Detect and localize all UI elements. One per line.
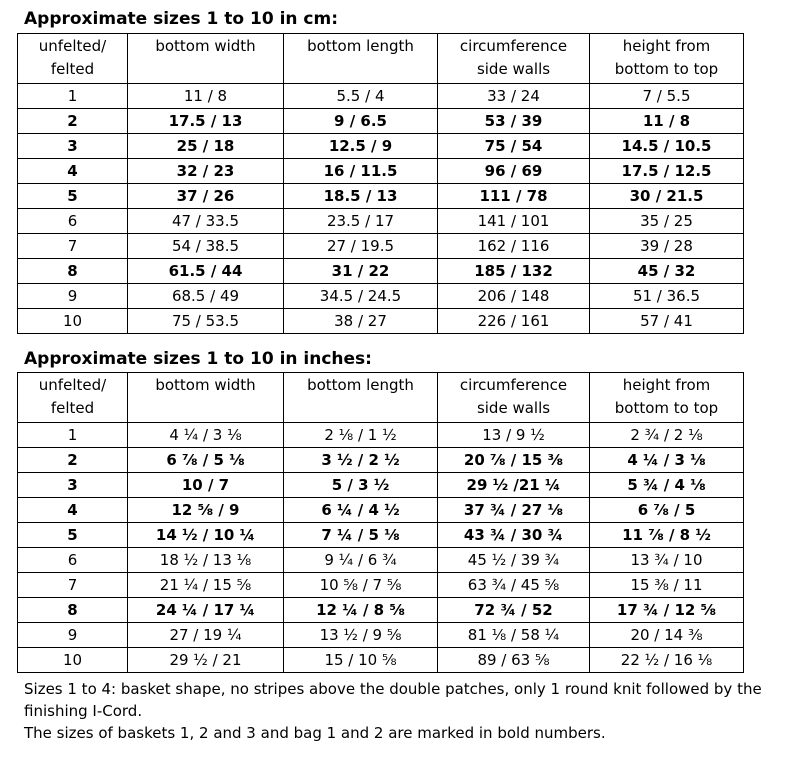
header-line: bottom to top (614, 60, 719, 78)
header-line: bottom width (155, 376, 256, 394)
table-row (18, 209, 744, 234)
column-header-bottom-width (128, 34, 284, 84)
cell-bottom-width: 11 / 8 (128, 84, 284, 109)
column-header-height (590, 373, 744, 423)
cell-circumference: 81 ⅛ / 58 ¼ (438, 623, 590, 648)
header-line: height from (622, 37, 711, 55)
header-line: unfelted/ (38, 376, 107, 394)
table-row (18, 623, 744, 648)
cell-height: 14.5 / 10.5 (590, 134, 744, 159)
cell-size: 7 (18, 573, 128, 598)
cell-height: 39 / 28 (590, 234, 744, 259)
cell-size: 4 (18, 159, 128, 184)
cell-bottom-width: 27 / 19 ¼ (128, 623, 284, 648)
size-table-cm (17, 33, 744, 334)
cell-size: 1 (18, 423, 128, 448)
cell-circumference: 75 / 54 (438, 134, 590, 159)
cell-circumference: 206 / 148 (438, 284, 590, 309)
cell-circumference: 72 ¾ / 52 (438, 598, 590, 623)
cell-bottom-width: 61.5 / 44 (128, 259, 284, 284)
cell-height: 22 ½ / 16 ⅛ (590, 648, 744, 673)
cell-bottom-width: 25 / 18 (128, 134, 284, 159)
cell-height: 5 ¾ / 4 ⅛ (590, 473, 744, 498)
table-row (18, 284, 744, 309)
header-line: bottom length (307, 376, 414, 394)
header-line: height from (622, 376, 711, 394)
header-line: bottom to top (614, 399, 719, 417)
cell-height: 11 ⅞ / 8 ½ (590, 523, 744, 548)
column-header-bottom-length (284, 34, 438, 84)
header-row (18, 34, 744, 84)
cell-bottom-length: 3 ½ / 2 ½ (284, 448, 438, 473)
cell-bottom-length: 6 ¼ / 4 ½ (284, 498, 438, 523)
cell-height: 7 / 5.5 (590, 84, 744, 109)
cell-circumference: 162 / 116 (438, 234, 590, 259)
cell-height: 30 / 21.5 (590, 184, 744, 209)
cell-circumference: 226 / 161 (438, 309, 590, 334)
cell-height: 17.5 / 12.5 (590, 159, 744, 184)
table-row (18, 598, 744, 623)
cell-bottom-width: 6 ⅞ / 5 ⅛ (128, 448, 284, 473)
cell-bottom-width: 47 / 33.5 (128, 209, 284, 234)
cell-circumference: 20 ⅞ / 15 ⅜ (438, 448, 590, 473)
table-row (18, 134, 744, 159)
table-row (18, 84, 744, 109)
cell-bottom-width: 10 / 7 (128, 473, 284, 498)
cell-size: 3 (18, 134, 128, 159)
header-line: bottom length (307, 37, 414, 55)
column-header-size (18, 34, 128, 84)
cell-bottom-length: 27 / 19.5 (284, 234, 438, 259)
cell-size: 8 (18, 259, 128, 284)
column-header-bottom-width (128, 373, 284, 423)
header-line: side walls (476, 60, 551, 78)
cell-bottom-width: 54 / 38.5 (128, 234, 284, 259)
cell-bottom-width: 12 ⅝ / 9 (128, 498, 284, 523)
column-header-circumference (438, 373, 590, 423)
cell-bottom-width: 17.5 / 13 (128, 109, 284, 134)
cell-size: 2 (18, 109, 128, 134)
cell-bottom-length: 5 / 3 ½ (284, 473, 438, 498)
column-header-size (18, 373, 128, 423)
cell-height: 20 / 14 ⅜ (590, 623, 744, 648)
cell-bottom-length: 23.5 / 17 (284, 209, 438, 234)
cell-size: 10 (18, 309, 128, 334)
header-line: circumference (459, 376, 568, 394)
header-row (18, 373, 744, 423)
table-row (18, 184, 744, 209)
cell-bottom-width: 18 ½ / 13 ⅛ (128, 548, 284, 573)
cell-bottom-length: 9 ¼ / 6 ¾ (284, 548, 438, 573)
cell-size: 8 (18, 598, 128, 623)
header-line: felted (50, 399, 95, 417)
cell-bottom-length: 34.5 / 24.5 (284, 284, 438, 309)
note-bold-sizes: The sizes of baskets 1, 2 and 3 and bag 1 and 2 are marked in bold numbers. (24, 724, 606, 742)
cell-bottom-width: 29 ½ / 21 (128, 648, 284, 673)
cell-circumference: 96 / 69 (438, 159, 590, 184)
header-line: circumference (459, 37, 568, 55)
table-row (18, 523, 744, 548)
cell-circumference: 13 / 9 ½ (438, 423, 590, 448)
cell-height: 15 ⅜ / 11 (590, 573, 744, 598)
cell-bottom-width: 32 / 23 (128, 159, 284, 184)
cell-bottom-width: 24 ¼ / 17 ¼ (128, 598, 284, 623)
table-row (18, 109, 744, 134)
size-table-inches (17, 372, 744, 673)
table-row (18, 473, 744, 498)
header-line: felted (50, 60, 95, 78)
cell-height: 4 ¼ / 3 ⅛ (590, 448, 744, 473)
cell-bottom-length: 15 / 10 ⅝ (284, 648, 438, 673)
cell-size: 9 (18, 284, 128, 309)
header-line: side walls (476, 399, 551, 417)
section-title-cm: Approximate sizes 1 to 10 in cm: (24, 9, 339, 29)
cell-size: 6 (18, 209, 128, 234)
cell-bottom-length: 12 ¼ / 8 ⅝ (284, 598, 438, 623)
table-row (18, 423, 744, 448)
header-line: unfelted/ (38, 37, 107, 55)
cell-height: 35 / 25 (590, 209, 744, 234)
cell-circumference: 185 / 132 (438, 259, 590, 284)
column-header-bottom-length (284, 373, 438, 423)
cell-size: 5 (18, 184, 128, 209)
cell-height: 51 / 36.5 (590, 284, 744, 309)
cell-circumference: 63 ¾ / 45 ⅝ (438, 573, 590, 598)
cell-size: 4 (18, 498, 128, 523)
table-row (18, 234, 744, 259)
cell-bottom-width: 37 / 26 (128, 184, 284, 209)
cell-height: 13 ¾ / 10 (590, 548, 744, 573)
cell-size: 2 (18, 448, 128, 473)
cell-circumference: 141 / 101 (438, 209, 590, 234)
cell-bottom-length: 31 / 22 (284, 259, 438, 284)
column-header-height (590, 34, 744, 84)
table-row (18, 498, 744, 523)
cell-circumference: 43 ¾ / 30 ¾ (438, 523, 590, 548)
cell-bottom-width: 14 ½ / 10 ¼ (128, 523, 284, 548)
cell-circumference: 37 ¾ / 27 ⅛ (438, 498, 590, 523)
cell-bottom-length: 9 / 6.5 (284, 109, 438, 134)
cell-size: 1 (18, 84, 128, 109)
note-basket-shape: Sizes 1 to 4: basket shape, no stripes above the double patches, only 1 round knit followed by the finishing I-Cord. (24, 680, 762, 720)
table-row (18, 548, 744, 573)
cell-height: 6 ⅞ / 5 (590, 498, 744, 523)
cell-bottom-length: 18.5 / 13 (284, 184, 438, 209)
cell-bottom-length: 13 ½ / 9 ⅝ (284, 623, 438, 648)
cell-bottom-length: 12.5 / 9 (284, 134, 438, 159)
cell-size: 6 (18, 548, 128, 573)
cell-bottom-length: 2 ⅛ / 1 ½ (284, 423, 438, 448)
cell-bottom-length: 7 ¼ / 5 ⅛ (284, 523, 438, 548)
cell-size: 5 (18, 523, 128, 548)
cell-circumference: 29 ½ /21 ¼ (438, 473, 590, 498)
cell-circumference: 53 / 39 (438, 109, 590, 134)
cell-bottom-length: 16 / 11.5 (284, 159, 438, 184)
table-row (18, 259, 744, 284)
cell-bottom-length: 10 ⅝ / 7 ⅝ (284, 573, 438, 598)
notes (24, 678, 790, 744)
cell-size: 3 (18, 473, 128, 498)
cell-bottom-width: 75 / 53.5 (128, 309, 284, 334)
table-row (18, 159, 744, 184)
cell-bottom-width: 68.5 / 49 (128, 284, 284, 309)
cell-height: 17 ¾ / 12 ⅝ (590, 598, 744, 623)
cell-circumference: 111 / 78 (438, 184, 590, 209)
cell-circumference: 89 / 63 ⅝ (438, 648, 590, 673)
cell-size: 10 (18, 648, 128, 673)
table-row (18, 573, 744, 598)
cell-bottom-length: 38 / 27 (284, 309, 438, 334)
table-row (18, 648, 744, 673)
table-row (18, 448, 744, 473)
cell-height: 2 ¾ / 2 ⅛ (590, 423, 744, 448)
cell-bottom-length: 5.5 / 4 (284, 84, 438, 109)
cell-circumference: 45 ½ / 39 ¾ (438, 548, 590, 573)
cell-bottom-width: 21 ¼ / 15 ⅝ (128, 573, 284, 598)
cell-size: 9 (18, 623, 128, 648)
cell-size: 7 (18, 234, 128, 259)
cell-height: 11 / 8 (590, 109, 744, 134)
cell-height: 45 / 32 (590, 259, 744, 284)
cell-height: 57 / 41 (590, 309, 744, 334)
column-header-circumference (438, 34, 590, 84)
cell-bottom-width: 4 ¼ / 3 ⅛ (128, 423, 284, 448)
table-row (18, 309, 744, 334)
header-line: bottom width (155, 37, 256, 55)
cell-circumference: 33 / 24 (438, 84, 590, 109)
section-title-inches: Approximate sizes 1 to 10 in inches: (24, 349, 372, 369)
